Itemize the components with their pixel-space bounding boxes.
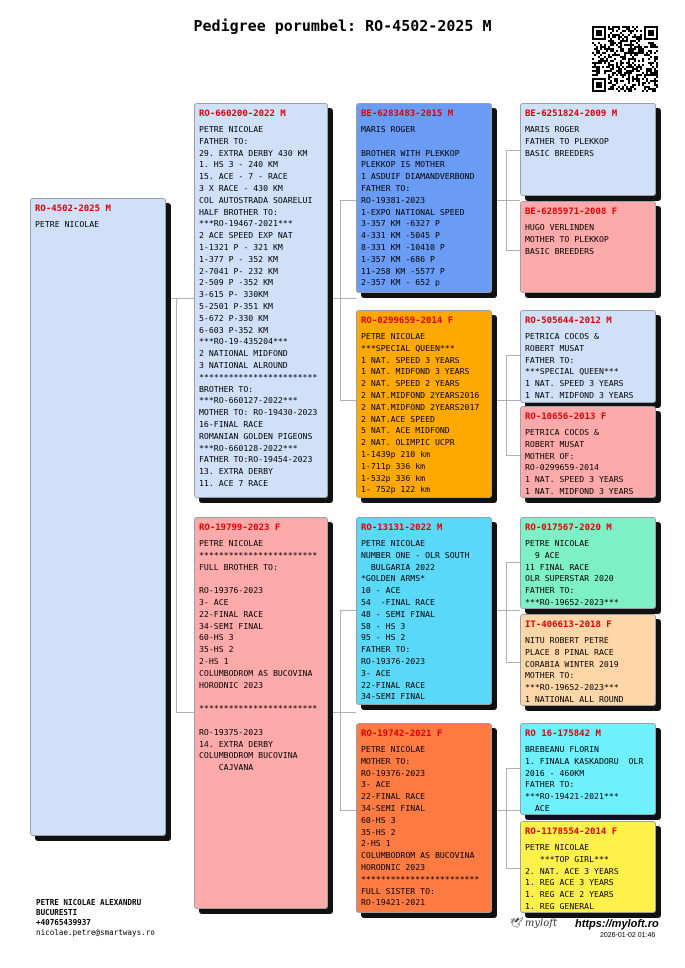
connector-line (506, 562, 520, 563)
note-line: 2 NAT.MIDFOND 2YEARS2016 (361, 389, 480, 400)
note-line: 5-2501 P-351 KM (199, 300, 273, 311)
note-line: 3 X RACE - 430 KM (199, 182, 283, 193)
note-line: 48 - SEMI FINAL (361, 608, 435, 619)
pigeon-notes (525, 538, 655, 609)
connector-line (166, 298, 194, 299)
note-line: FULL BROTHER TO: (199, 561, 278, 572)
note-line: 2-7041 P- 232 KM (199, 265, 278, 276)
note-line: FATHER TO: (525, 585, 575, 596)
connector-line (328, 712, 356, 713)
note-line: ***RO-660127-2022*** (199, 395, 298, 406)
note-line: ACE (525, 802, 550, 813)
note-line: 10 - ACE (361, 585, 401, 596)
note-line: RO-19376-2023 (199, 585, 264, 596)
ring-number: RO-19799-2023 F (199, 523, 281, 533)
note-line: 2016 - 460KM (525, 767, 585, 778)
note-line: 3- ACE (199, 596, 229, 607)
note-line: NITU ROBERT PETRE (525, 635, 609, 645)
note-line: RO-0299659-2014 (525, 462, 599, 473)
note-line: ***RO-19652-2023*** (525, 682, 619, 693)
note-line: PETRE NICOLAE (361, 331, 426, 341)
note-line: PETRE NICOLAE (35, 219, 100, 229)
note-line: 1. REG ACE 3 YEARS (525, 877, 614, 888)
connector-line (506, 150, 520, 151)
note-line: MOTHER TO: RO-19430-2023 (199, 407, 318, 418)
pigeon-card-mmf[interactable] (520, 723, 656, 815)
connector-line (340, 810, 356, 811)
note-line: 1-EXPO NATIONAL SPEED (361, 206, 465, 217)
pigeon-card-mff[interactable] (520, 517, 656, 609)
connector-line (506, 455, 520, 456)
note-line: 2 NATIONAL MIDFOND (199, 348, 288, 359)
note-line: BULGARIA 2022 (361, 561, 435, 572)
ring-number: RO-4502-2025 M (35, 204, 111, 214)
connector-line (176, 298, 177, 712)
note-line: 2-HS 1 (199, 655, 229, 666)
pigeon-card-fmf[interactable] (520, 310, 656, 403)
note-line: ***SPECIAL QUEEN*** (361, 342, 455, 353)
note-line (199, 715, 327, 727)
pigeon-card-fff[interactable] (520, 103, 656, 196)
pigeon-notes (199, 124, 327, 490)
note-line: MARIS ROGER (525, 124, 580, 134)
note-line: 3 NATIONAL ALROUND (199, 359, 288, 370)
note-line: ***RO-19467-2021*** (199, 218, 293, 229)
pigeon-card-ff[interactable] (356, 103, 492, 293)
note-line: 54 -FINAL RACE (361, 596, 435, 607)
pigeon-notes (361, 744, 491, 909)
note-line: 1- 752p 122 km (361, 484, 431, 495)
note-line: HUGO VERLINDEN (525, 222, 595, 232)
note-line: 29. EXTRA DERBY 430 KM (199, 147, 308, 158)
note-line: 34-SEMI FINAL (361, 802, 426, 813)
note-line: ROBERT MUSAT (525, 342, 585, 353)
connector-line (340, 610, 341, 810)
ring-number: RO-505644-2012 M (525, 316, 612, 326)
ring-number: BE-6251824-2009 M (525, 109, 618, 119)
note-line: 22-FINAL RACE (361, 791, 426, 802)
note-line: 34-SEMI FINAL (199, 620, 264, 631)
ring-number: RO-0299659-2014 F (361, 316, 454, 326)
pigeon-card-mm[interactable] (356, 723, 492, 913)
owner-city: BUCURESTI (36, 908, 78, 917)
note-line: 60-HS 3 (361, 814, 396, 825)
note-line: 14. EXTRA DERBY (199, 738, 273, 749)
note-line: FATHER TO: (361, 182, 411, 193)
note-line: MOTHER TO: (361, 755, 411, 766)
note-line: 1 NAT. MIDFOND 3 YEARS (361, 366, 470, 377)
pigeon-notes (361, 331, 491, 496)
note-line: HORODNIC 2023 (199, 679, 264, 690)
note-line: ************************ (199, 371, 318, 382)
note-line: 1 NATIONAL ALL ROUND (525, 693, 624, 704)
pigeon-notes (35, 219, 165, 231)
ring-number: BE-6283483-2015 M (361, 109, 454, 119)
pigeon-notes (199, 538, 327, 774)
note-line: 11. ACE 7 RACE (199, 477, 269, 488)
note-line: ***RO-19421-2021*** (525, 791, 619, 802)
note-line: RO-19421-2021 (361, 897, 426, 908)
logo-text: myloft (524, 918, 557, 929)
note-line: ***RO-19652-2023*** (525, 596, 619, 607)
note-line (199, 691, 327, 703)
note-line: 2 NAT. SPEED 2 YEARS (361, 378, 460, 389)
note-line: PLACE 8 PINAL RACE (525, 646, 614, 657)
note-line: PETRE NICOLAE (199, 538, 264, 548)
connector-line (506, 355, 520, 356)
note-line: ROBERT MUSAT (525, 438, 585, 449)
note-line: RO-19381-2023 (361, 194, 426, 205)
note-line: FATHER TO: (199, 135, 249, 146)
note-line: 1 NAT. MIDFOND 3 YEARS (525, 389, 634, 400)
note-line: 11-258 KM -5577 P (361, 265, 445, 276)
note-line: PLEKKOP IS MOTHER (361, 159, 445, 170)
note-line: 3- ACE (361, 667, 391, 678)
note-line: RO-19376-2023 (361, 767, 426, 778)
owner-name: PETRE NICOLAE ALEXANDRU (36, 898, 142, 907)
note-line: 3-357 KM -6327 P (361, 218, 440, 229)
note-line: 95 - HS 2 (361, 632, 406, 643)
ring-number: BE-6285971-2008 F (525, 207, 618, 217)
note-line: OLR SUPERSTAR 2020 (525, 573, 614, 584)
note-line: ***TOP GIRL*** (525, 853, 609, 864)
note-line: FATHER TO: (361, 644, 411, 655)
connector-line (506, 150, 507, 250)
ring-number: RO-13131-2022 M (361, 523, 443, 533)
connector-line (340, 200, 356, 201)
note-line: 1 NAT. SPEED 3 YEARS (361, 354, 460, 365)
note-line: 1-711p 336 km (361, 460, 426, 471)
ring-number: RO-10656-2013 F (525, 412, 607, 422)
connector-line (340, 200, 341, 400)
note-line: ************************ (199, 549, 318, 560)
note-line: 1 ASDUIF DIAMANDVERBOND (361, 171, 475, 182)
note-line: 34-SEMI FINAL (361, 691, 426, 702)
pigeon-notes (525, 124, 655, 159)
note-line: 1. FINALA KASKADORU OLR (525, 755, 644, 766)
pigeon-icon: 🕊 (509, 918, 522, 929)
pigeon-notes (525, 842, 655, 913)
note-line: 1-1439p 210 km (361, 448, 431, 459)
pigeon-card-subject[interactable] (30, 198, 166, 836)
note-line: 2-509 P -352 KM (199, 277, 273, 288)
note-line (199, 573, 327, 585)
note-line: FATHER TO:RO-19454-2023 (199, 454, 313, 465)
ring-number: RO-660200-2022 M (199, 109, 286, 119)
note-line: 6-603 P-352 KM (199, 324, 269, 335)
owner-email[interactable]: nicolae.petre@smartways.ro (36, 928, 155, 937)
pigeon-notes (361, 538, 491, 703)
pigeon-notes (525, 427, 655, 498)
pigeon-card-mf[interactable] (356, 517, 492, 705)
website-link[interactable]: https://myloft.ro (575, 918, 659, 930)
connector-line (176, 712, 194, 713)
note-line: 60-HS 3 (199, 632, 234, 643)
note-line: 22-FINAL RACE (199, 608, 264, 619)
pigeon-card-fm[interactable] (356, 310, 492, 498)
note-line: PETRE NICOLAE (361, 538, 426, 548)
note-line: 5 NAT. ACE MIDFOND (361, 425, 450, 436)
note-line: 3-615 P- 330KM (199, 289, 269, 300)
note-line: 1 NAT. SPEED 3 YEARS (525, 474, 624, 485)
pigeon-notes (525, 635, 655, 706)
note-line: 11 FINAL RACE (525, 561, 590, 572)
connector-line (506, 868, 520, 869)
ring-number: RO-19742-2021 F (361, 729, 443, 739)
connector-line (506, 355, 507, 455)
note-line: 35-HS 2 (199, 644, 234, 655)
note-line: ************************ (199, 703, 318, 714)
pigeon-card-father[interactable] (194, 103, 328, 498)
page-title: Pedigree porumbel: RO-4502-2025 M (193, 17, 492, 35)
ring-number: RO-1178554-2014 F (525, 827, 618, 837)
pigeon-card-mmm[interactable] (520, 821, 656, 913)
pigeon-notes (525, 331, 655, 402)
note-line: 5-672 P-330 KM (199, 312, 269, 323)
note-line: MOTHER TO: (525, 670, 575, 681)
note-line: 1-532p 336 km (361, 472, 426, 483)
ring-number: IT-406613-2018 F (525, 620, 612, 630)
note-line: ************************ (361, 873, 480, 884)
note-line: PETRE NICOLAE (525, 842, 590, 852)
note-line: 8-331 KM -10410 P (361, 241, 445, 252)
pigeon-card-mother[interactable] (194, 517, 328, 909)
note-line: COLUMBODROM BUCOVINA (199, 750, 298, 761)
connector-line (506, 768, 507, 868)
note-line: HORODNIC 2023 (361, 861, 426, 872)
connector-line (506, 562, 507, 662)
note-line: COL AUTOSTRADA SOARELUI (199, 194, 313, 205)
note-line: 35-HS 2 (361, 826, 396, 837)
pigeon-card-ffm[interactable] (520, 201, 656, 293)
note-line: ROMANIAN GOLDEN PIGEONS (199, 430, 313, 441)
pigeon-notes (525, 744, 655, 815)
note-line: 2 NAT.MIDFOND 2YEARS2017 (361, 401, 480, 412)
note-line: BROTHER WITH PLEKKOP (361, 147, 460, 158)
note-line: 2. NAT. ACE 3 YEARS (525, 865, 619, 876)
myloft-logo (509, 918, 557, 929)
ring-number: RO 16-175842 M (525, 729, 601, 739)
note-line: CAJVANA (199, 762, 254, 773)
note-line (361, 136, 491, 148)
pigeon-card-fmm[interactable] (520, 406, 656, 498)
note-line: BASIC BREEDERS (525, 245, 595, 256)
connector-line (340, 610, 356, 611)
connector-line (328, 298, 356, 299)
note-line: 1 NAT. SPEED 3 YEARS (525, 378, 624, 389)
connector-line (506, 662, 520, 663)
ring-number: RO-017567-2020 M (525, 523, 612, 533)
note-line: PETRE NICOLAE (525, 538, 590, 548)
pigeon-notes (525, 222, 655, 257)
note-line: 3- ACE (361, 779, 391, 790)
note-line: MOTHER TO PLEKKOP (525, 233, 609, 244)
note-line: ***RO-660128-2022*** (199, 442, 298, 453)
note-line: RO-19375-2023 (199, 726, 264, 737)
note-line: BREBEANU FLORIN (525, 744, 599, 754)
note-line: 58 - HS 3 (361, 620, 406, 631)
note-line: 9 ACE (525, 549, 560, 560)
note-line: 1-377 P - 352 KM (199, 253, 278, 264)
connector-line (506, 250, 520, 251)
note-line: RO-19376-2023 (361, 655, 426, 666)
note-line: FULL SISTER TO: (361, 885, 435, 896)
note-line: HALF BROTHER TO: (199, 206, 278, 217)
note-line: 4-331 KM -5045 P (361, 230, 440, 241)
note-line: 1 NAT. MIDFOND 3 YEARS (525, 485, 634, 496)
connector-line (506, 768, 520, 769)
note-line: PETRICA COCOS & (525, 427, 599, 437)
note-line: 1-357 KM -686 P (361, 253, 435, 264)
note-line: 1. REG GENERAL (525, 900, 595, 911)
note-line: FATHER TO: (525, 779, 575, 790)
note-line: 1. HS 3 - 240 KM (199, 159, 278, 170)
note-line: BROTHER TO: (199, 383, 254, 394)
pigeon-card-mfm[interactable] (520, 614, 656, 706)
note-line: 2 ACE SPEED EXP NAT (199, 230, 293, 241)
note-line: 2 NAT. OLIMPIC UCPR (361, 437, 455, 448)
note-line: BASIC BREEDERS (525, 147, 595, 158)
note-line: COLUMBODROM AS BUCOVINA (361, 850, 475, 861)
note-line: PETRE NICOLAE (199, 124, 264, 134)
owner-contact (36, 898, 155, 938)
note-line: FATHER TO PLEKKOP (525, 135, 609, 146)
note-line: PETRE NICOLAE (361, 744, 426, 754)
note-line: ***SPECIAL QUEEN*** (525, 366, 619, 377)
note-line: 2-357 KM - 652 p (361, 277, 440, 288)
note-line: ***RO-19-435204*** (199, 336, 288, 347)
print-date: 2026-01-02 01:46 (600, 932, 656, 939)
note-line: 15. ACE - 7 - RACE (199, 171, 288, 182)
note-line: 16-FINAL RACE (199, 418, 264, 429)
note-line: 22-FINAL RACE (361, 679, 426, 690)
note-line: 1-1321 P - 321 KM (199, 241, 283, 252)
note-line: FATHER TO: (525, 354, 575, 365)
note-line: 13. EXTRA DERBY (199, 466, 273, 477)
note-line: 2 NAT.ACE SPEED (361, 413, 435, 424)
owner-phone: +40765439937 (36, 918, 91, 927)
note-line: CORABIA WINTER 2019 (525, 658, 619, 669)
pigeon-notes (361, 124, 491, 289)
note-line: PETRICA COCOS & (525, 331, 599, 341)
note-line: *GOLDEN ARMS* (361, 573, 426, 584)
note-line: 2-HS 1 (361, 838, 391, 849)
note-line: NUMBER ONE - OLR SOUTH (361, 549, 470, 560)
connector-line (340, 400, 356, 401)
qr-code (592, 26, 658, 92)
note-line: COLUMBODROM AS BUCOVINA (199, 667, 313, 678)
note-line: MOTHER OF: (525, 450, 575, 461)
note-line: MARIS ROGER (361, 124, 416, 134)
note-line: 1. REG ACE 2 YEARS (525, 889, 614, 900)
